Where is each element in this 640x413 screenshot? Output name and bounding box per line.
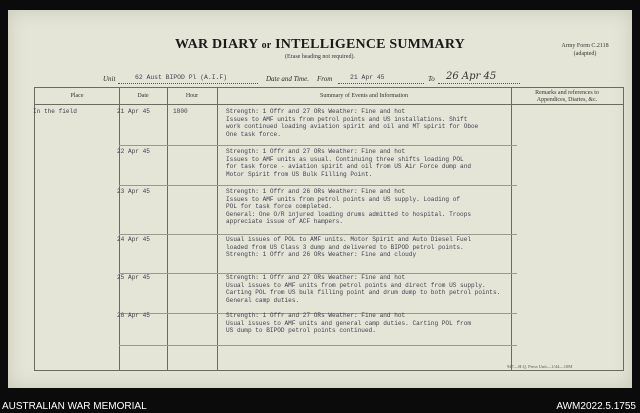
summary-line: Strength: 1 Offr and 27 ORs Weather: Fine and hot: [226, 312, 406, 319]
from-label: From: [317, 75, 333, 83]
to-underline: [438, 83, 520, 84]
column-rule: [511, 88, 512, 370]
diary-sheet: [8, 10, 632, 388]
summary-line: Issues to AMF units from petrol points and US supply. Loading of: [226, 195, 461, 203]
entry-summary: [226, 236, 471, 259]
summary-line: Strength: 1 Offr and 26 ORs Weather: Fine and hot: [226, 188, 406, 195]
date-time-label: Date and Time.: [266, 75, 309, 83]
entry-date: 25 Apr 45: [117, 274, 150, 281]
form-reference: [550, 42, 620, 58]
entry-date: 21 Apr 45: [117, 108, 150, 115]
from-underline: [338, 83, 424, 84]
column-rule: [167, 88, 168, 370]
remarks-header-line2: Appendices, Diaries, &c.: [536, 97, 598, 103]
entry-date: 26 Apr 45: [117, 312, 150, 319]
to-label: To: [428, 75, 435, 83]
summary-line: POL for task force completed.: [226, 203, 333, 211]
col-header-remarks: [511, 90, 623, 104]
col-header-date: Date: [137, 93, 149, 99]
summary-line: Strength: 1 Offr and 27 ORs Weather: Fine and hot: [226, 274, 406, 281]
row-rule: [119, 185, 517, 186]
summary-line: Usual issues of POL to AMF units. Motor Spirit and Auto Diesel Fuel: [226, 236, 472, 243]
column-rule: [217, 88, 218, 370]
form-ref-line1: Army Form C.2118: [561, 43, 609, 49]
entry-summary: [226, 312, 471, 335]
title-part2: INTELLIGENCE SUMMARY: [275, 37, 465, 52]
row-rule: [119, 145, 517, 146]
subtitle: (Erase heading not required).: [285, 54, 355, 60]
unit-value: 62 Aust BIPOD Pl (A.I.F): [135, 74, 228, 81]
col-header-hour: Hour: [185, 93, 199, 99]
column-rule: [119, 88, 120, 370]
entry-summary: [226, 274, 500, 304]
remarks-header-line1: Remarks and references to: [535, 90, 599, 96]
from-value: 21 Apr 45: [350, 74, 385, 81]
entry-place: In the field: [33, 108, 77, 115]
summary-line: for task force - aviation spirit and oil from US Air Force dump and: [226, 163, 472, 171]
unit-underline: [118, 83, 258, 84]
col-header-place: Place: [70, 93, 84, 99]
entry-summary: [226, 108, 478, 138]
entry-date: 22 Apr 45: [117, 148, 150, 155]
summary-line: loaded from US Class 3 dump and delivered to BIPOD petrol points.: [226, 243, 464, 251]
summary-line: appreciate issue of ACF hampers.: [226, 218, 344, 226]
row-rule: [119, 345, 517, 346]
summary-line: Issues to AMF units as usual. Continuing three shifts loading POL: [226, 155, 464, 163]
summary-line: Strength: 1 Offr and 27 ORs Weather: Fine and hot: [226, 148, 406, 155]
title-or: or: [261, 40, 272, 51]
form-ref-line2: (adapted): [573, 51, 597, 57]
summary-line: Usual issues to AMF units and general camp duties. Carting POL from: [226, 319, 472, 327]
summary-line: Strength: 1 Offr and 27 ORs Weather: Fine and hot: [226, 108, 406, 115]
summary-line: Carting POL from US bulk filling point and drum dump to both petrol points.: [226, 289, 501, 297]
row-rule: [119, 234, 517, 235]
header-divider: [35, 104, 623, 105]
summary-line: General camp duties.: [226, 296, 300, 304]
entry-date: 24 Apr 45: [117, 236, 150, 243]
unit-label: Unit: [103, 75, 116, 83]
summary-line: Motor Spirit from US Bulk Filling Point.: [226, 170, 373, 178]
page-title: [8, 37, 632, 53]
entry-summary: [226, 188, 471, 226]
summary-line: work continued loading aviation spirit and oil and MT spirit for Oboe: [226, 123, 479, 131]
archive-credit: AUSTRALIAN WAR MEMORIAL: [2, 401, 147, 412]
entry-date: 23 Apr 45: [117, 188, 150, 195]
print-note: 947—H.Q. Press Unit—1/44—10M: [507, 364, 573, 369]
summary-line: One task force.: [226, 130, 281, 138]
summary-line: Issues to AMF units from petrol points and US installations. Shift: [226, 115, 468, 123]
to-value: 26 Apr 45: [446, 71, 497, 82]
summary-line: Strength: 1 Offr and 26 ORs Weather: Fine and cloudy: [226, 251, 417, 259]
summary-line: General: One O/R injured loading drums admitted to hospital. Troops: [226, 210, 472, 218]
entry-summary: [226, 148, 471, 178]
summary-line: US dump to BIPOD petrol points continued.: [226, 327, 376, 335]
col-header-summary: Summary of Events and Information: [320, 93, 408, 99]
entry-hour: 1800: [173, 108, 188, 115]
archive-reference: AWM2022.5.1755: [556, 401, 636, 412]
title-part1: WAR DIARY: [175, 37, 258, 52]
summary-line: Usual issues to AMF units from petrol points and direct from US supply.: [226, 281, 486, 289]
